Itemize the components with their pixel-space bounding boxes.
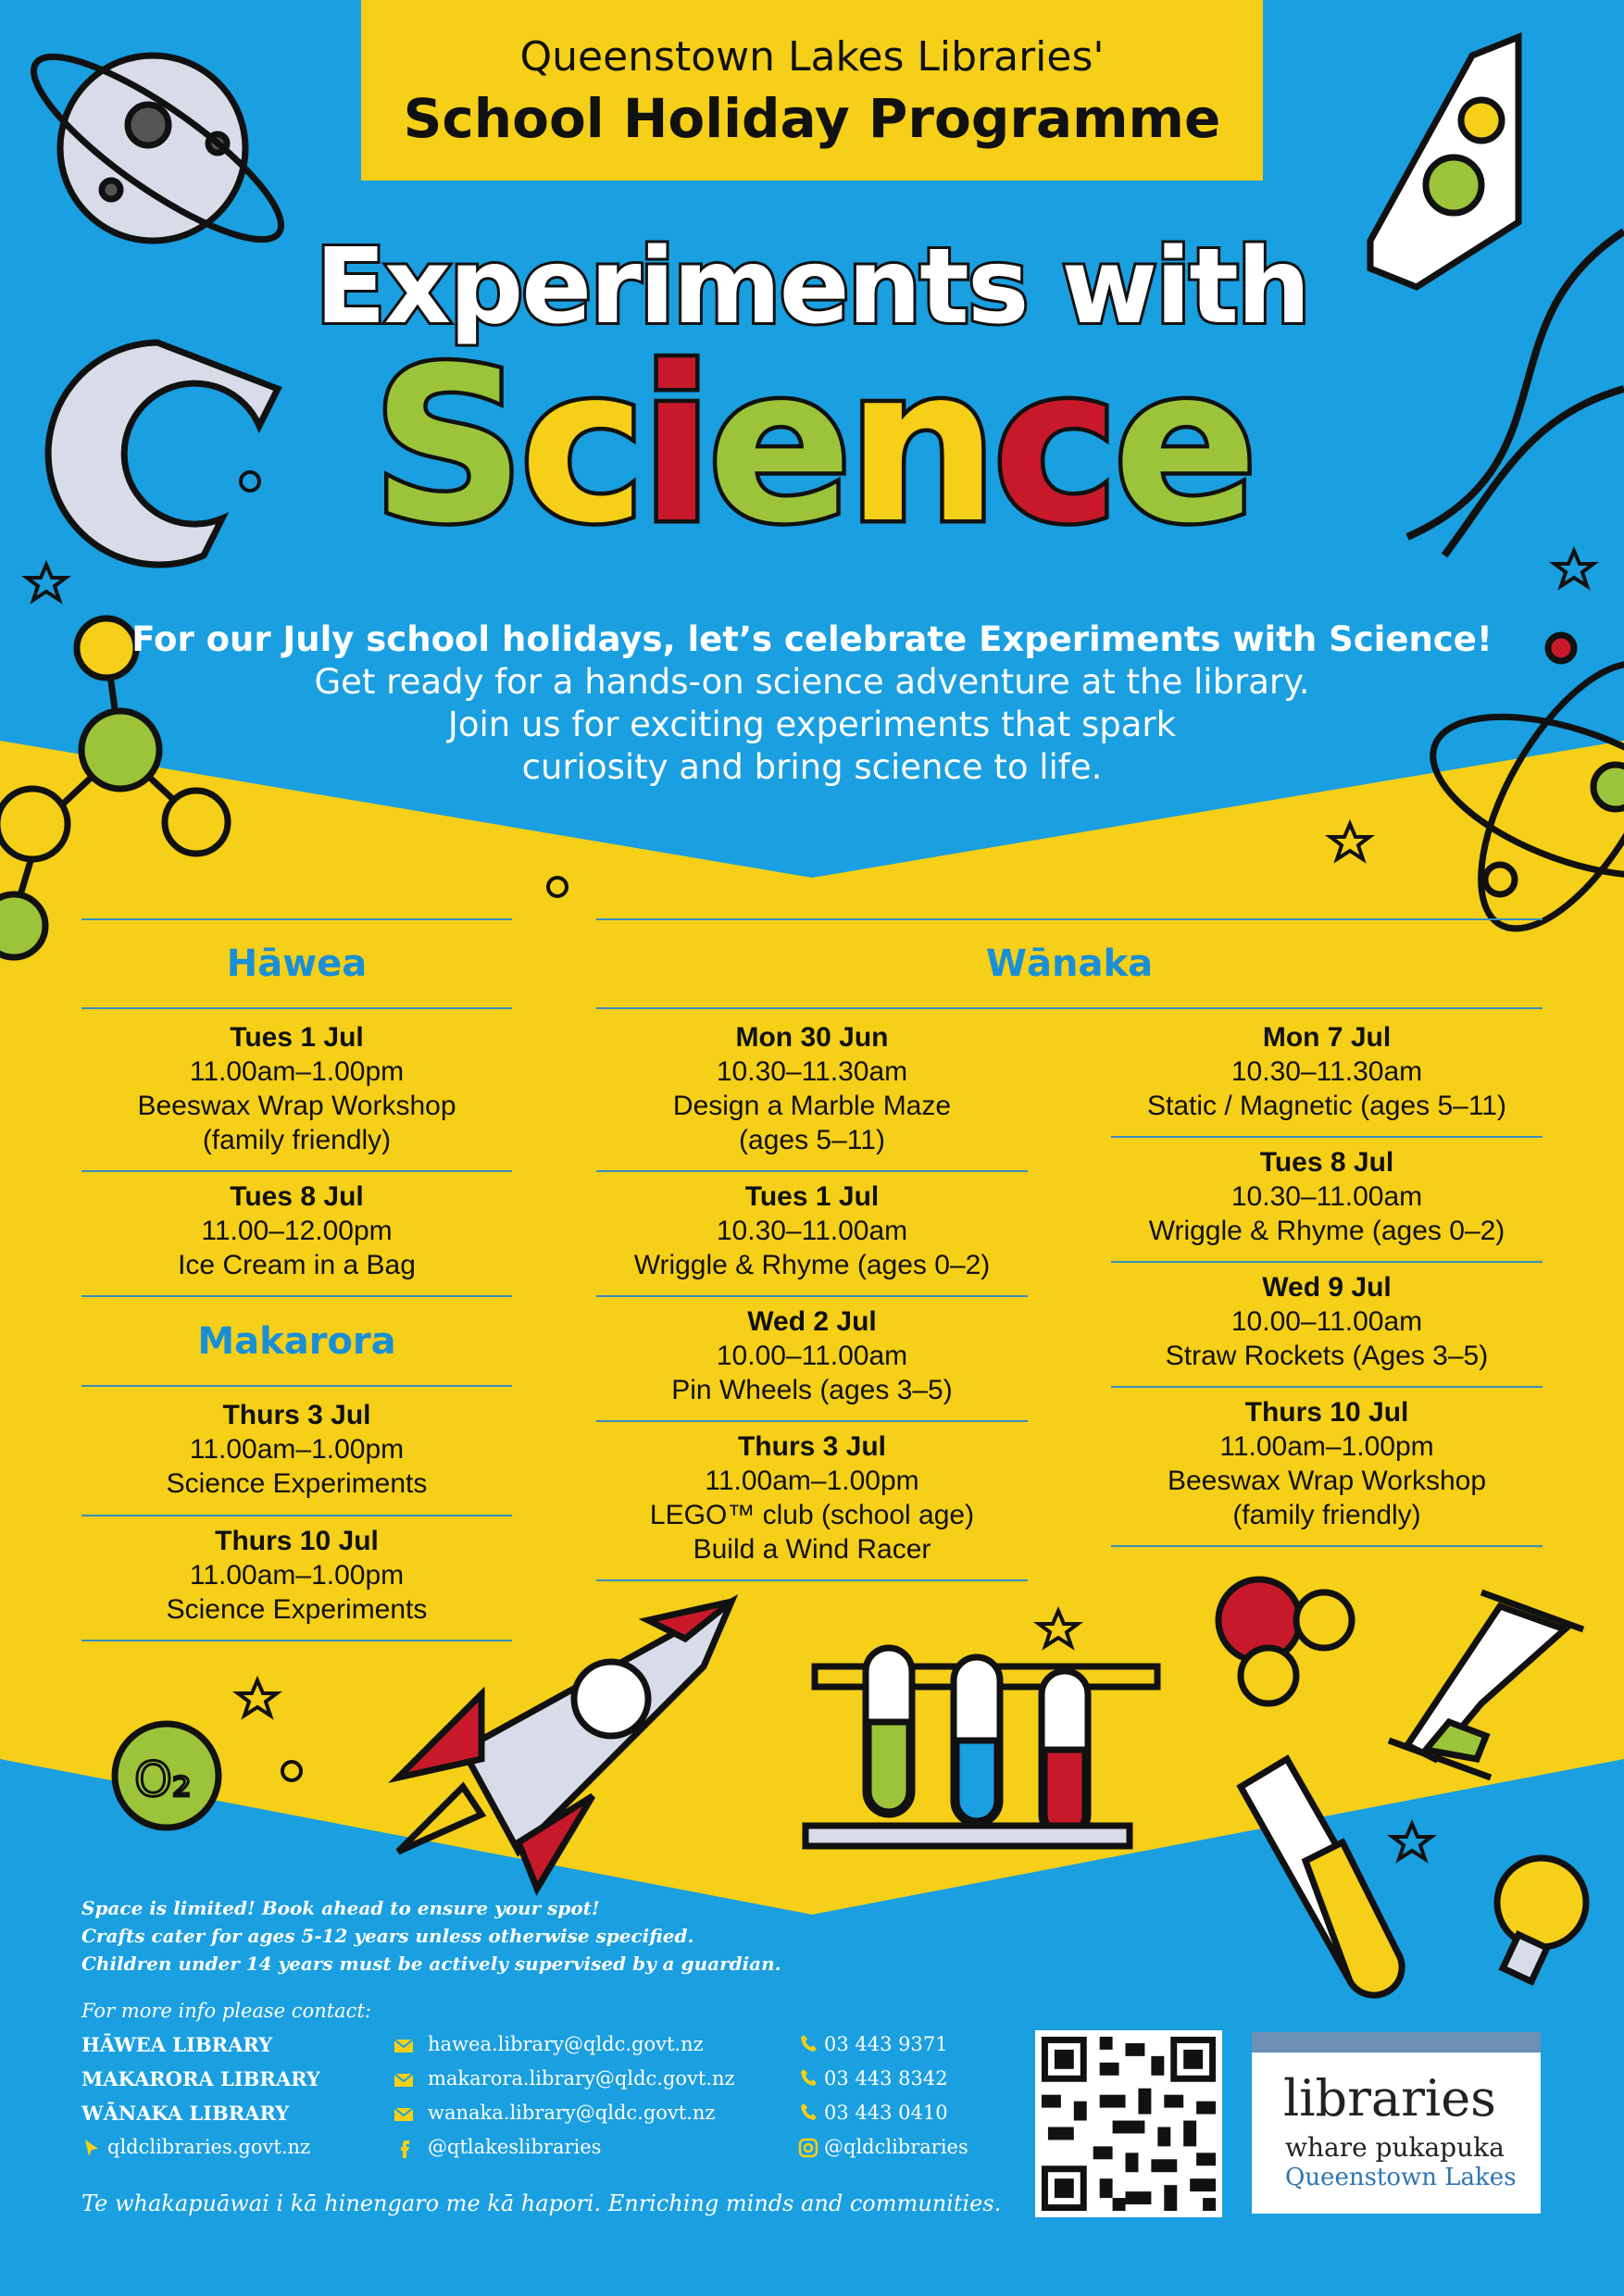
event-name: Pin Wheels (ages 3–5)	[671, 1375, 953, 1405]
hawea-heading: Hāwea	[226, 942, 368, 985]
event-time: 10.30–11.30am	[716, 1056, 908, 1087]
instagram-handle[interactable]: @qldclibraries	[824, 2136, 968, 2158]
divider	[596, 1420, 1028, 1422]
event-wanaka-6	[1111, 1145, 1543, 1248]
header-banner	[361, 0, 1263, 181]
event-wanaka-8	[1111, 1395, 1543, 1532]
library-name: HĀWEA LIBRARY	[81, 2033, 273, 2056]
svg-text:O₂: O₂	[134, 1753, 192, 1808]
library-name: WĀNAKA LIBRARY	[81, 2102, 290, 2125]
event-time: 10.00–11.00am	[716, 1341, 908, 1371]
divider	[81, 1295, 512, 1297]
event-time: 11.00–12.00pm	[201, 1216, 393, 1246]
mail-icon	[394, 2036, 414, 2056]
event-name: Science Experiments	[166, 1594, 428, 1625]
event-name: Beeswax Wrap Workshop	[1167, 1466, 1487, 1496]
event-time: 10.30–11.30am	[1230, 1056, 1423, 1087]
logo-bar	[1252, 2032, 1541, 2053]
wanaka-heading: Wānaka	[985, 942, 1154, 985]
note-line: Space is limited! Book ahead to ensure your spot!	[81, 1897, 600, 1919]
intro-line: Get ready for a hands-on science adventure at the library.	[314, 662, 1310, 702]
event-wanaka-5	[1111, 1020, 1543, 1123]
divider	[596, 1579, 1028, 1581]
phone-icon	[798, 2033, 818, 2053]
divider	[596, 1295, 1028, 1297]
event-name: Static / Magnetic (ages 5–11)	[1147, 1091, 1506, 1121]
mail-icon	[394, 2070, 414, 2090]
email-link[interactable]: makarora.library@qldc.govt.nz	[428, 2067, 735, 2090]
event-time: 11.00am–1.00pm	[189, 1560, 405, 1591]
science-letter: S	[371, 323, 520, 570]
event-day: Thurs 3 Jul	[737, 1431, 887, 1462]
event-day: Mon 7 Jul	[1262, 1022, 1392, 1053]
event-time: 10.00–11.00am	[1230, 1306, 1423, 1337]
phone-number[interactable]: 03 443 8342	[824, 2067, 948, 2090]
event-wanaka-7	[1111, 1270, 1543, 1373]
science-letter: e	[707, 323, 847, 570]
divider	[1111, 1136, 1543, 1138]
lightbulb-illustration	[1497, 1858, 1586, 1981]
intro-line: curiosity and bring science to life.	[521, 747, 1103, 787]
logo-wordmark: libraries	[1283, 2069, 1496, 2128]
science-letter: c	[519, 323, 641, 570]
science-letter: i	[640, 323, 708, 570]
phone-icon	[798, 2067, 818, 2088]
event-name: Wriggle & Rhyme (ages 0–2)	[633, 1250, 991, 1280]
science-letter: n	[846, 323, 993, 570]
event-day: Wed 9 Jul	[1262, 1272, 1392, 1303]
event-note: (family friendly)	[202, 1125, 392, 1155]
event-name: Straw Rockets (Ages 3–5)	[1165, 1341, 1489, 1371]
divider	[1111, 1386, 1543, 1388]
science-letter: e	[1113, 323, 1253, 570]
event-note: (ages 5–11)	[739, 1125, 885, 1155]
phone-number[interactable]: 03 443 9371	[824, 2033, 948, 2055]
divider	[81, 1640, 512, 1641]
qr-code[interactable]	[1035, 2030, 1222, 2217]
note-line: Crafts cater for ages 5-12 years unless otherwise specified.	[81, 1925, 694, 1947]
event-day: Thurs 10 Jul	[1244, 1397, 1409, 1428]
logo-subtitle: whare pukapuka	[1285, 2132, 1505, 2163]
event-day: Wed 2 Jul	[747, 1306, 877, 1337]
divider	[596, 918, 1543, 920]
hero-title-line1: Experiments with	[315, 227, 1309, 347]
event-note: (family friendly)	[1232, 1500, 1421, 1530]
intro-lead: For our July school holidays, let’s celebrate Experiments with Science!	[131, 619, 1493, 659]
divider	[1111, 1261, 1543, 1263]
event-name: LEGO™ club (school age)	[649, 1500, 975, 1530]
divider	[596, 1170, 1028, 1172]
event-day: Tues 1 Jul	[744, 1181, 880, 1212]
header-subtitle: Queenstown Lakes Libraries'	[519, 33, 1105, 81]
event-time: 11.00am–1.00pm	[189, 1056, 405, 1087]
event-hawea-2	[81, 1179, 512, 1282]
event-day: Tues 8 Jul	[230, 1181, 364, 1212]
email-link[interactable]: wanaka.library@qldc.govt.nz	[428, 2102, 716, 2124]
event-time: 11.00am–1.00pm	[1219, 1431, 1434, 1462]
event-makarora-2	[81, 1524, 512, 1627]
contact-heading: For more info please contact:	[81, 2000, 371, 2022]
hero-title-science	[0, 323, 1624, 570]
event-time: 11.00am–1.00pm	[705, 1466, 919, 1496]
facebook-icon	[394, 2138, 414, 2158]
note-line: Children under 14 years must be actively supervised by a guardian.	[81, 1953, 781, 1975]
event-wanaka-2	[596, 1179, 1028, 1282]
intro-text	[0, 618, 1624, 789]
event-wanaka-4	[596, 1429, 1028, 1566]
event-day: Thurs 3 Jul	[222, 1400, 371, 1430]
header-title: School Holiday Programme	[403, 87, 1221, 150]
event-time: 11.00am–1.00pm	[189, 1434, 405, 1465]
event-name: Ice Cream in a Bag	[178, 1250, 416, 1280]
event-name: Design a Marble Maze	[672, 1091, 952, 1121]
makarora-heading: Makarora	[197, 1320, 396, 1363]
event-time: 10.30–11.00am	[716, 1216, 908, 1246]
divider	[81, 1515, 512, 1516]
cursor-icon	[81, 2138, 102, 2158]
booking-notes	[81, 1894, 781, 1978]
instagram-icon	[798, 2138, 818, 2158]
divider	[81, 1007, 512, 1009]
website-link[interactable]: qldclibraries.govt.nz	[107, 2136, 311, 2158]
phone-icon	[798, 2102, 818, 2122]
library-name: MAKARORA LIBRARY	[81, 2067, 320, 2090]
divider	[81, 1385, 512, 1387]
logo-region: Queenstown Lakes	[1285, 2164, 1517, 2191]
event-makarora-1	[81, 1398, 512, 1501]
facebook-handle[interactable]: @qtlakeslibraries	[428, 2136, 602, 2158]
phone-number[interactable]: 03 443 0410	[824, 2102, 948, 2124]
divider	[596, 1007, 1543, 1009]
email-link[interactable]: hawea.library@qldc.govt.nz	[428, 2033, 704, 2055]
event-hawea-1	[81, 1020, 512, 1157]
mail-icon	[394, 2104, 414, 2125]
intro-line: Join us for exciting experiments that spark	[447, 705, 1177, 744]
tagline: Te whakapuāwai i kā hinengaro me kā hapori. Enriching minds and communities.	[81, 2190, 1002, 2216]
event-note: Build a Wind Racer	[693, 1534, 931, 1565]
event-time: 10.30–11.00am	[1230, 1181, 1423, 1212]
event-name: Beeswax Wrap Workshop	[137, 1091, 456, 1121]
divider	[81, 918, 512, 920]
divider	[1111, 1545, 1543, 1547]
science-letter: c	[993, 323, 1114, 570]
event-wanaka-3	[596, 1304, 1028, 1407]
event-day: Tues 1 Jul	[230, 1022, 364, 1053]
event-wanaka-1	[596, 1020, 1028, 1157]
event-name: Wriggle & Rhyme (ages 0–2)	[1148, 1216, 1505, 1246]
event-day: Thurs 10 Jul	[215, 1526, 379, 1556]
divider	[81, 1170, 512, 1172]
event-day: Tues 8 Jul	[1259, 1147, 1394, 1178]
event-day: Mon 30 Jun	[735, 1022, 889, 1053]
libraries-logo	[1252, 2032, 1541, 2214]
event-name: Science Experiments	[166, 1468, 428, 1499]
